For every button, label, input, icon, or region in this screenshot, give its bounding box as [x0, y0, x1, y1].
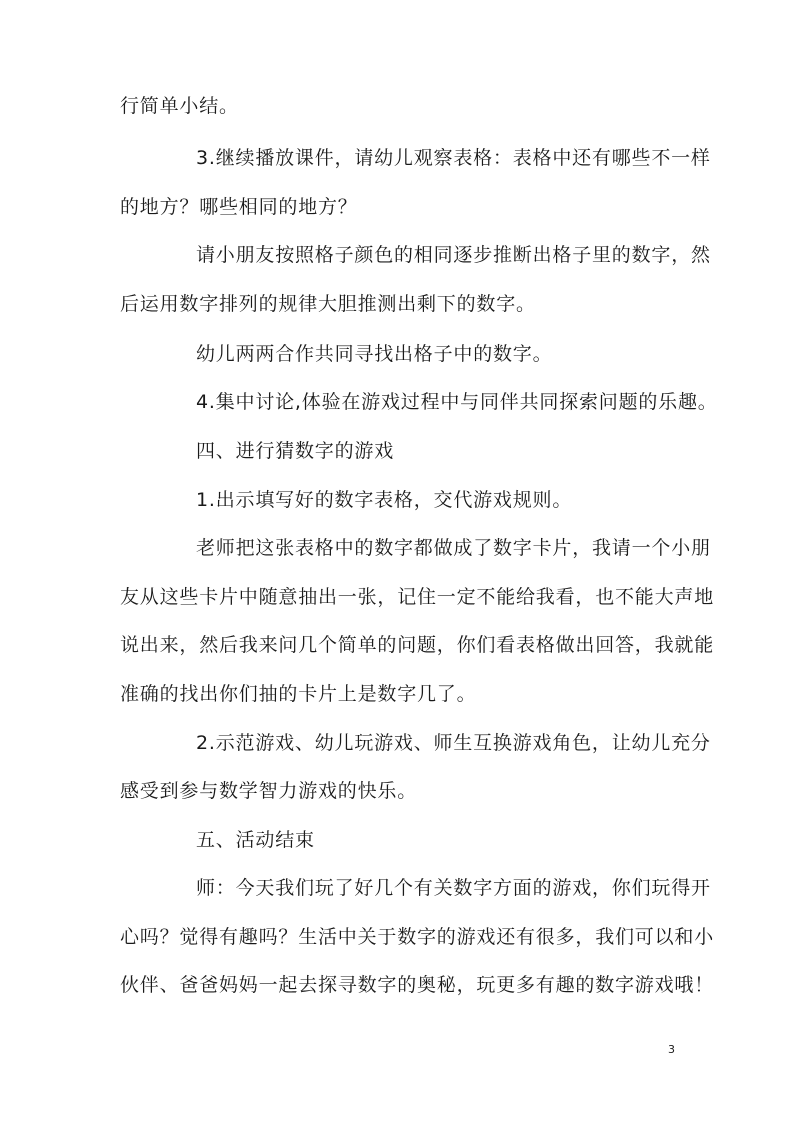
text-line: 友从这些卡片中随意抽出一张，记住一定不能给我看，也不能大声地	[120, 586, 715, 608]
text-line: 2.示范游戏、幼儿玩游戏、师生互换游戏角色，让幼儿充分	[196, 732, 711, 754]
text-line: 幼儿两两合作共同寻找出格子中的数字。	[196, 343, 553, 365]
text-line: 老师把这张表格中的数字都做成了数字卡片，我请一个小朋	[196, 537, 711, 559]
text-line: 准确的找出你们抽的卡片上是数字几了。	[120, 683, 477, 705]
text-line: 心吗？觉得有趣吗？生活中关于数字的游戏还有很多，我们可以和小	[120, 926, 715, 948]
section-heading: 四、进行猜数字的游戏	[196, 440, 395, 462]
text-line: 后运用数字排列的规律大胆推测出剩下的数字。	[120, 293, 536, 315]
text-line: 伙伴、爸爸妈妈一起去探寻数字的奥秘，玩更多有趣的数字游戏哦！	[120, 974, 715, 996]
text-line: 3.继续播放课件，请幼儿观察表格：表格中还有哪些不一样	[196, 147, 711, 169]
text-line: 说出来，然后我来问几个简单的问题，你们看表格做出回答，我就能	[120, 634, 715, 656]
page-number: 3	[668, 1043, 675, 1056]
section-heading: 五、活动结束	[196, 829, 315, 851]
text-line: 师：今天我们玩了好几个有关数字方面的游戏，你们玩得开	[196, 877, 711, 899]
text-line: 的地方？哪些相同的地方？	[120, 196, 358, 218]
text-line: 1.出示填写好的数字表格，交代游戏规则。	[196, 489, 573, 511]
text-line: 感受到参与数学智力游戏的快乐。	[120, 780, 418, 802]
text-line: 行简单小结。	[120, 95, 239, 117]
text-line: 请小朋友按照格子颜色的相同逐步推断出格子里的数字，然	[196, 244, 711, 266]
text-line: 4.集中讨论,体验在游戏过程中与同伴共同探索问题的乐趣。	[196, 391, 718, 413]
